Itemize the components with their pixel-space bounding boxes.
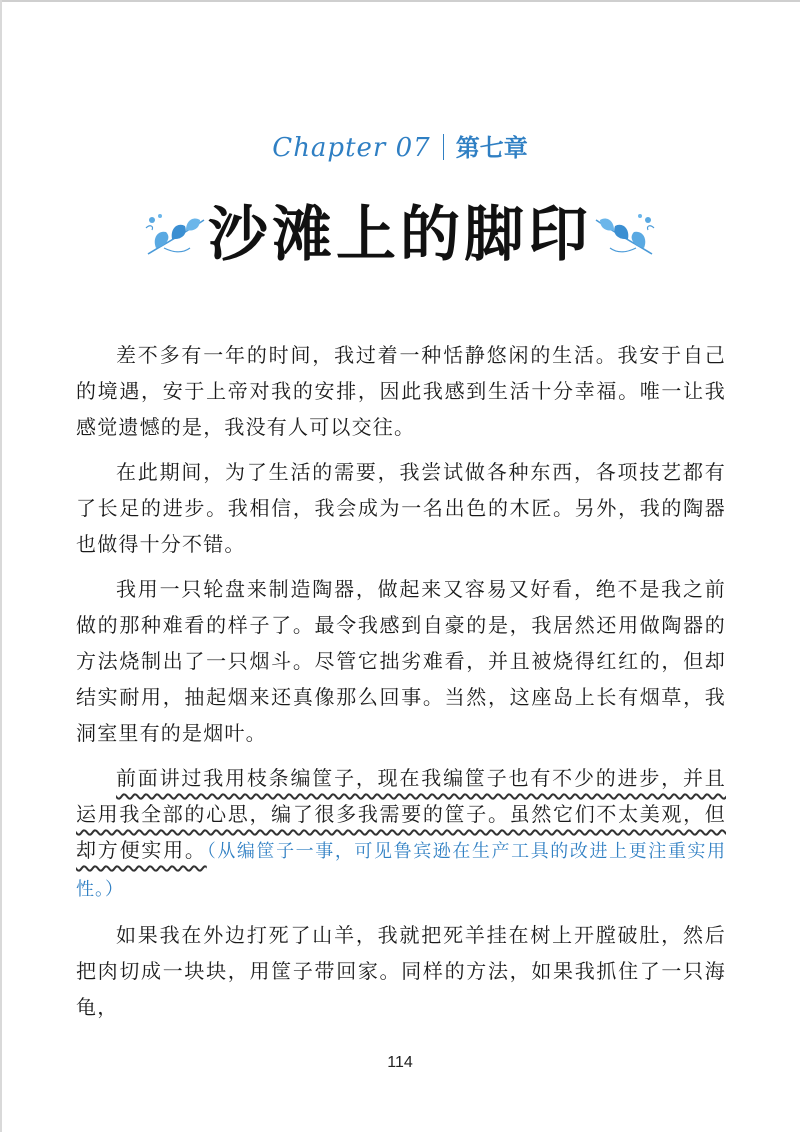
paragraph-5: 如果我在外边打死了山羊，我就把死羊挂在树上开膛破肚，然后把肉切成一块块，用筐子带回家。同样的方法，如果我抓住了一只海龟，: [76, 923, 726, 1019]
paragraph-2: 在此期间，为了生活的需要，我尝试做各种东西，各项技艺都有了长足的进步。我相信，我会成为一名出色的木匠。另外，我的陶器也做得十分不错。: [76, 460, 726, 556]
annotation-note: （从编筐子一事，可见鲁宾逊在生产工具的改进上更注重实用性。）: [76, 841, 727, 900]
flower-ornament-right-icon: [588, 208, 658, 260]
chapter-separator: [443, 134, 444, 160]
chapter-title: 沙滩上的脚印: [208, 200, 592, 270]
chapter-header: [0, 128, 800, 163]
flower-ornament-left-icon: [142, 208, 212, 260]
page-edge-top: [0, 0, 800, 2]
underlined-passage: 前面讲过我用枝条编筐子，现在我编筐子也有不少的进步，并且运用我全部的心思，编了很多我需要的筐子。虽然它们不太美观，但却方便实用。: [76, 766, 726, 862]
page-number: 114: [387, 1054, 413, 1071]
paragraph-3: 我用一只轮盘来制造陶器，做起来又容易又好看，绝不是我之前做的那种难看的样子了。最令我感到自豪的是，我居然还用做陶器的方法烧制出了一只烟斗。尽管它拙劣难看，并且被烧得红红的，但却结实耐用，抽起烟来还真像那么回事。当然，这座岛上长有烟草，我洞室里有的是烟叶。: [76, 577, 726, 745]
title-row: [0, 198, 800, 278]
chapter-label-cn: 第七章: [455, 134, 528, 162]
page-edge-left: [0, 0, 2, 1132]
paragraph-1: 差不多有一年的时间，我过着一种恬静悠闲的生活。我安于自己的境遇，安于上帝对我的安排，因此我感到生活十分幸福。唯一让我感觉遗憾的是，我没有人可以交往。: [76, 343, 726, 439]
chapter-label-en: Chapter 07: [272, 133, 431, 163]
paragraph-4: [76, 760, 726, 908]
body-text: [76, 337, 726, 1025]
